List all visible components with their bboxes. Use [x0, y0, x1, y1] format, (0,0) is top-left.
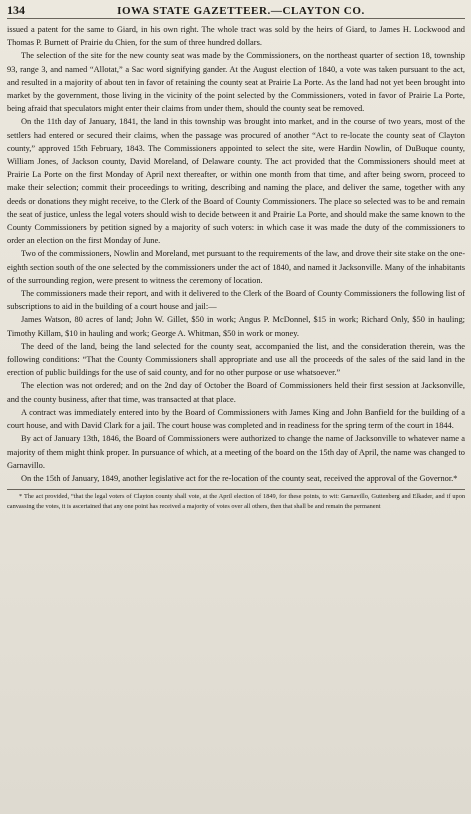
paragraph: A contract was immediately entered into by the Board of Commissioners with James King and John Banfield for the building of a court house, and with David Clark for a jail. The court house was completed and in readiness for the spring term of the court in 1844.: [7, 407, 465, 431]
paragraph: On the 11th day of January, 1841, the land in this township was brought into market, and in the course of two years, most of the settlers had entered or secured their claims, when the passage was procured of another “Act to re-locate the county seat of Clayton county,” approved 15th February, 1843. The Commissioners appointed to select the site, were Hardin Nowlin, of DuBuque county, William Jones, of Jackson county, David Moreland, of Delaware county. The act provided that the Commissioners should meet at Prairie La Porte on the first Monday of April next thereafter, or within one month from that time, and after being sworn, proceed to make their selection; commit their proceedings to writing, describing and naming the place, and deliver the same, together with any deeds or donations they might receive, to the Clerk of the Board of County Commissioners. The place so selected was to be and remain the seat of justice, unless the legal voters should wish to decide between it and Prairie La Porte, and should make the same known to the County Commissioners by petition signed by a majority of such voters: in which case it was made the duty of the commissioners to order an election on the first Monday of June.: [7, 117, 465, 246]
footnote: * The act provided, “that the legal voters of Clayton county shall vote, at the April election of 1849, for these points, to wit: Garnavillo, Guttenberg and Elkader, and if upon canvassing the votes, it is ascertained that any one point has received a majority of votes over all others, then that shall be and remain the permanent: [7, 493, 465, 510]
paragraph: The commissioners made their report, and with it delivered to the Clerk of the Board of County Commissioners the following list of subscriptions to aid in the building of a court house and jail:—: [7, 289, 465, 312]
page-number: 134: [7, 3, 25, 17]
running-head: IOWA STATE GAZETTEER.—CLAYTON CO.: [117, 5, 365, 17]
paragraph: The selection of the site for the new county seat was made by the Commissioners, on the northeast quarter of section 18, township 93, range 3, and named “Allotat,” a Sac word signifying gander. At the August election of 1840, a vote was taken pursuant to the act, and resulted in a majority of about ten in favor of retaining the county seat at Prairie La Porte. As the land had not yet been brought into market by the government, those living in the vicinity of the point selected by the Commissioners, voted in favor of Prairie La Porte, being afraid that speculators might enter their claims from under them, should the county seat be removed.: [7, 51, 465, 114]
body-text: [7, 23, 465, 485]
paragraph: The election was not ordered; and on the 2nd day of October the Board of Commissioners held their first session at Jacksonville, and the county business, after that time, was transacted at that place.: [7, 381, 465, 404]
paragraph: issued a patent for the same to Giard, in his own right. The whole tract was sold by the heirs of Giard, to James H. Lockwood and Thomas P. Burnett of Prairie du Chien, for the sum of three hundred dollars.: [7, 25, 465, 48]
paragraph: James Watson, 80 acres of land; John W. Gillet, $50 in work; Angus P. McDonnel, $15 in work; Richard Only, $50 in hauling; Timothy Killam, $10 in hauling and work; George A. Whitman, $50 in work or money.: [7, 315, 465, 338]
paragraph: By act of January 13th, 1846, the Board of Commissioners were authorized to change the name of Jacksonville to whatever name a majority of them might think proper. In pursuance of which, at a meeting of the board on the 15th day of April, the name was changed to Garnavillo.: [7, 434, 465, 470]
paragraph: Two of the commissioners, Nowlin and Moreland, met pursuant to the requirements of the law, and drove their site stake on the one-eighth section south of the one selected by the commissioners under the act of 1840, and named it Jacksonville. Many of the inhabitants of the surrounding region, were present to witness the ceremony of location.: [7, 249, 465, 285]
footnote-divider: [7, 489, 465, 490]
page-header: [7, 3, 465, 19]
paragraph: On the 15th of January, 1849, another legislative act for the re-location of the county seat, received the approval of the Governor.*: [21, 473, 458, 483]
paragraph: The deed of the land, being the land selected for the county seat, accompanied the list, and the consideration therein, was the following conditions: “That the County Commissioners shall appropriate and use all the proceeds of the sales of the said land in the erection of public buildings for the use of said county, and for no other purpose or use whatsoever.”: [7, 341, 465, 378]
